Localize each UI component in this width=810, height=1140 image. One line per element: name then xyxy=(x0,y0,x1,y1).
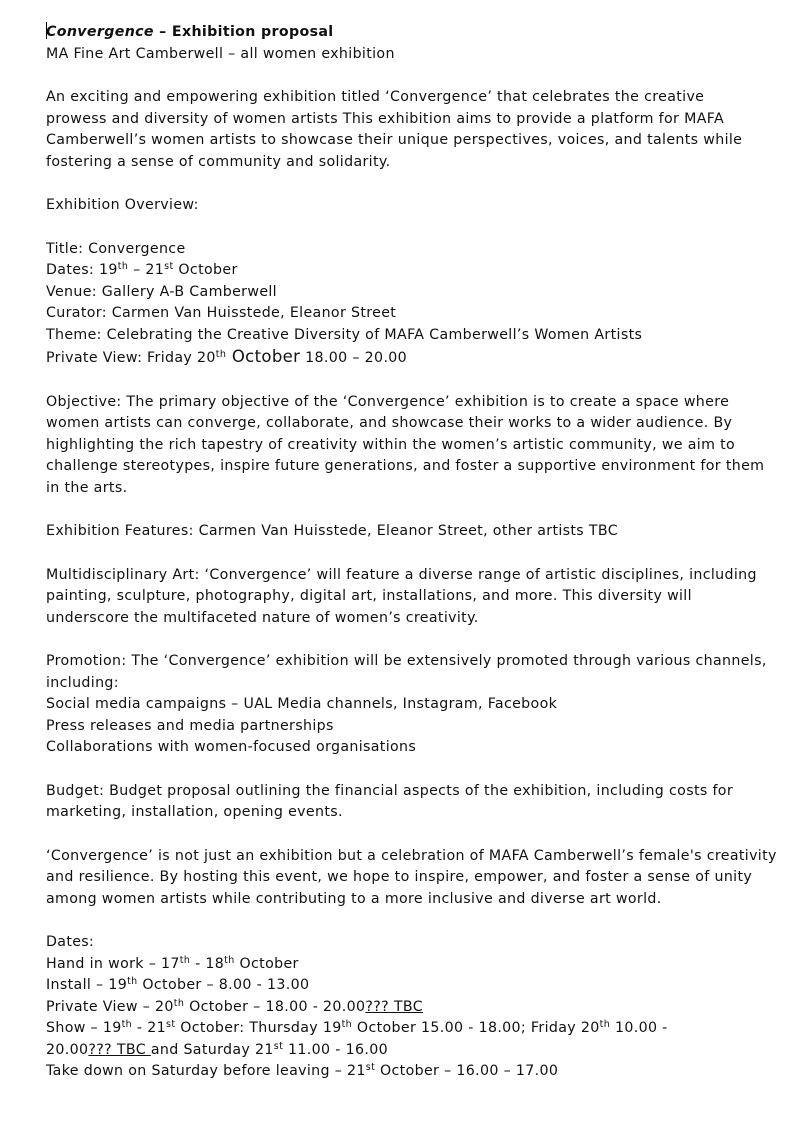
overview-title: Title: Convergence xyxy=(46,240,186,257)
intro-paragraph: An exciting and empowering exhibition titled ‘Convergence’ that celebrates the creative prowess and diversity of women artists This exhibition aims to provide a platform for MAFA Camberwell’s women artists to showcase their unique perspectives, voices, and talents while fostering a sense of community and solidarity. xyxy=(46,89,743,170)
objective-paragraph: Objective: The primary objective of the ‘Convergence’ exhibition is to create a space where women artists can converge, collaborate, and showcase their works to a wider audience. By highlighting the rich tapestry of creativity within the women’s artistic community, we aim to challenge stereotypes, inspire future generations, and foster a supportive environment for them in the arts. xyxy=(46,393,765,496)
schedule-hand-in: Hand in work – 17th - 18th October xyxy=(46,954,299,972)
features-line: Exhibition Features: Carmen Van Huisstede, Eleanor Street, other artists TBC xyxy=(46,523,619,539)
multidisciplinary-paragraph: Multidisciplinary Art: ‘Convergence’ will feature a diverse range of artistic disciplines, including painting, sculpture, photography, digital art, installations, and more. This diversity will underscore the multifaceted nature of women’s creativity. xyxy=(46,566,757,626)
budget-paragraph: Budget: Budget proposal outlining the financial aspects of the exhibition, including costs for marketing, installation, opening events. xyxy=(46,782,734,820)
promotion-intro: Promotion: The ‘Convergence’ exhibition will be extensively promoted through various channels, including: xyxy=(46,653,767,691)
promotion-item: Social media campaigns – UAL Media channels, Instagram, Facebook xyxy=(46,696,558,712)
overview-theme: Theme: Celebrating the Creative Diversity of MAFA Camberwell’s Women Artists xyxy=(46,326,643,343)
overview-heading: Exhibition Overview: xyxy=(46,197,199,213)
schedule-show-line2: 20.00??? TBC and Saturday 21st 11.00 - 16.00 xyxy=(46,1040,388,1058)
schedule-install: Install – 19th October – 8.00 - 13.00 xyxy=(46,976,310,993)
schedule-show-line1: Show – 19th - 21st October: Thursday 19th October 15.00 - 18.00; Friday 20th 10.00 - xyxy=(46,1019,668,1036)
closing-paragraph: ‘Convergence’ is not just an exhibition but a celebration of MAFA Camberwell’s female's creativity and resilience. By hosting this event, we hope to inspire, empower, and foster a sense of unity among women artists while contributing to a more inclusive and diverse art world. xyxy=(46,847,777,907)
tbc-marker: ??? TBC xyxy=(365,998,423,1015)
schedule-heading: Dates: xyxy=(46,934,95,950)
tbc-marker: ??? TBC xyxy=(88,1041,151,1058)
document-title xyxy=(46,22,786,44)
overview-venue: Venue: Gallery A-B Camberwell xyxy=(46,283,277,300)
overview-dates: Dates: 19th – 21st October xyxy=(46,261,238,278)
promotion-item: Press releases and media partnerships xyxy=(46,717,334,734)
title-italic: Convergence xyxy=(46,24,154,40)
title-rest: – Exhibition proposal xyxy=(153,24,334,40)
schedule-take-down: Take down on Saturday before leaving – 21st October – 16.00 – 17.00 xyxy=(46,1062,559,1079)
document-subtitle: MA Fine Art Camberwell – all women exhibition xyxy=(46,45,395,62)
overview-curator: Curator: Carmen Van Huisstede, Eleanor Street xyxy=(46,305,397,321)
document-page xyxy=(46,22,786,1083)
overview-private-view: Private View: Friday 20th October 18.00 – 20.00 xyxy=(46,347,408,366)
schedule-private-view: Private View – 20th October – 18.00 - 20.00??? TBC xyxy=(46,997,423,1015)
promotion-item: Collaborations with women-focused organisations xyxy=(46,739,417,755)
